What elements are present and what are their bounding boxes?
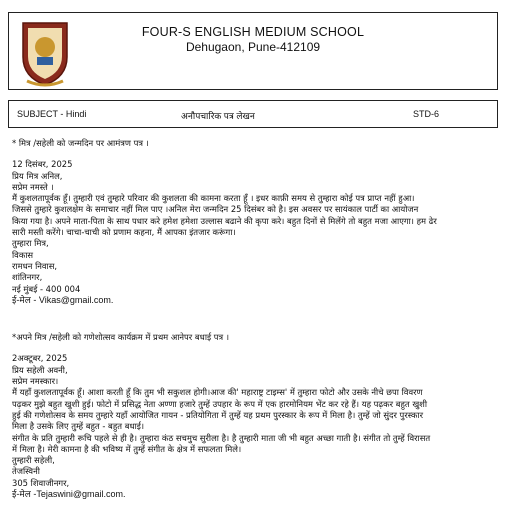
question-2: *अपने मित्र /सहेली को गणेशोत्सव कार्यक्रम में प्रथम आनेपर बधाई पत्र । [12,332,229,343]
std-label: STD-6 [413,109,440,119]
subject-bar [8,100,498,128]
letter1-body-line: किया गया है। अपने माता-पिता के साथ पधार करे हमेश हमेशा उल्लास बढाने की कृपा करे। बहुत दिनों से मिलेंगे तो बहुत मजा आएगा। हम ढेर [12,215,437,226]
letter1-greeting: सप्रेम नमस्ते । [12,181,54,192]
letter1-address: नई मुंबई - 400 004 [12,283,81,294]
letter1-salutation: प्रिय मित्र अनिल, [12,170,63,181]
letter1-body-line: सारी मस्ती करेंगे। चाचा-चाची को प्रणाम कहना, मैं आपका इंतजार करूंगा। [12,227,236,238]
letter1-email: ई-मेल - Vikas@gmail.com. [12,294,114,305]
letter2-date: 2अक्टूबर, 2025 [12,353,68,364]
letter1-body-line: जिससे तुम्हारे कुशलक्षेम के समाचार नहीं मिल पाए ।अनिल मेरा जन्मदिन 25 दिसंबर को है। इस अवसर पर सायंकाल पार्टी का आयोजन [12,204,419,215]
letter2-body-line: मैं यहाँ कुशलतापूर्वक हूँ। आशा करती हूँ कि तुम भी सकुशल होगी।आज की' महाराष्ट्र टाइम्स' में तुम्हारा फोटो और उसके नीचे छपा विवरण [12,387,423,398]
letter2-closing: तुम्हारी सहेली, [12,455,55,466]
topic-label: अनौपचारिक पत्र लेखन [181,111,255,121]
letter2-greeting: सप्रेम नमस्कार। [12,376,59,387]
letter2-body-line: हुई की गणेशोत्सव के समय तुम्हारे यहाँ आयोजित गायन - प्रतियोगिता में तुम्हें यह प्रथम पुरस्कार के रूप में मिला है। तुम्हें जो सुंदर पुरस्कार [12,409,424,420]
worksheet-page [8,12,500,512]
subject-label: SUBJECT - Hindi [17,109,87,119]
letter2-body-line: पढ़कर मुझे बहुत खुशी हुई। फोटो में प्रसिद्ध नेता अण्णा हजारे तुम्हें उपहार के रूप में एक हारमोनियम भेंट कर रहे हैं। यह पढ़कर बहुत खुशी [12,398,428,409]
school-address: Dehugaon, Pune-412109 [185,40,321,54]
school-header [8,12,498,90]
letter1-address: रामधन निवास, [12,260,58,271]
letter2-name: तेजस्विनी [12,466,40,477]
worksheet-content [12,138,498,500]
letter1-closing: तुम्हारा मित्र, [12,238,49,249]
letter1-body-line: मैं कुशलतापूर्वक हूँ। तुम्हारी एवं तुम्हारे परिवार की कुशलता की कामना करता हूँ । इधर काफ़ी समय से तुम्हारा कोई पत्र प्राप्त नहीं हुआ। [12,193,415,204]
letter2-salutation: प्रिय सहेली अवनी, [12,364,68,375]
question-1: * मित्र /सहेली को जन्मदिन पर आमंत्रण पत्र । [12,138,149,148]
letter1-name: विकास [12,249,34,260]
letter2-email: ई-मेल -Tejaswini@gmail.com. [12,489,126,500]
letter1-date: 12 दिसंबर, 2025 [12,159,73,170]
school-name: FOUR-S ENGLISH MEDIUM SCHOOL [141,25,365,39]
letter2-body-line: संगीत के प्रति तुम्हारी रूचि पहले से ही है। तुम्हारा कंठ सचमुच सुरीला है। है तुम्हारी माता जी भी बहुत अच्छा गाती है। संगीत तो तुम्हें विरासत [12,432,431,443]
letter1-address: शांतिनगर, [12,272,43,283]
letter2-body-line: मिला है उसके लिए तुम्हें बहुत - बहुत बधाई। [12,421,145,432]
letter2-body-line: में मिला है। मेरी कामना है की भविष्य में तुम्हें संगीत के क्षेत्र में सफलता मिले। [12,443,242,454]
letter2-address: 305 शिवाजीनगर, [12,477,70,488]
